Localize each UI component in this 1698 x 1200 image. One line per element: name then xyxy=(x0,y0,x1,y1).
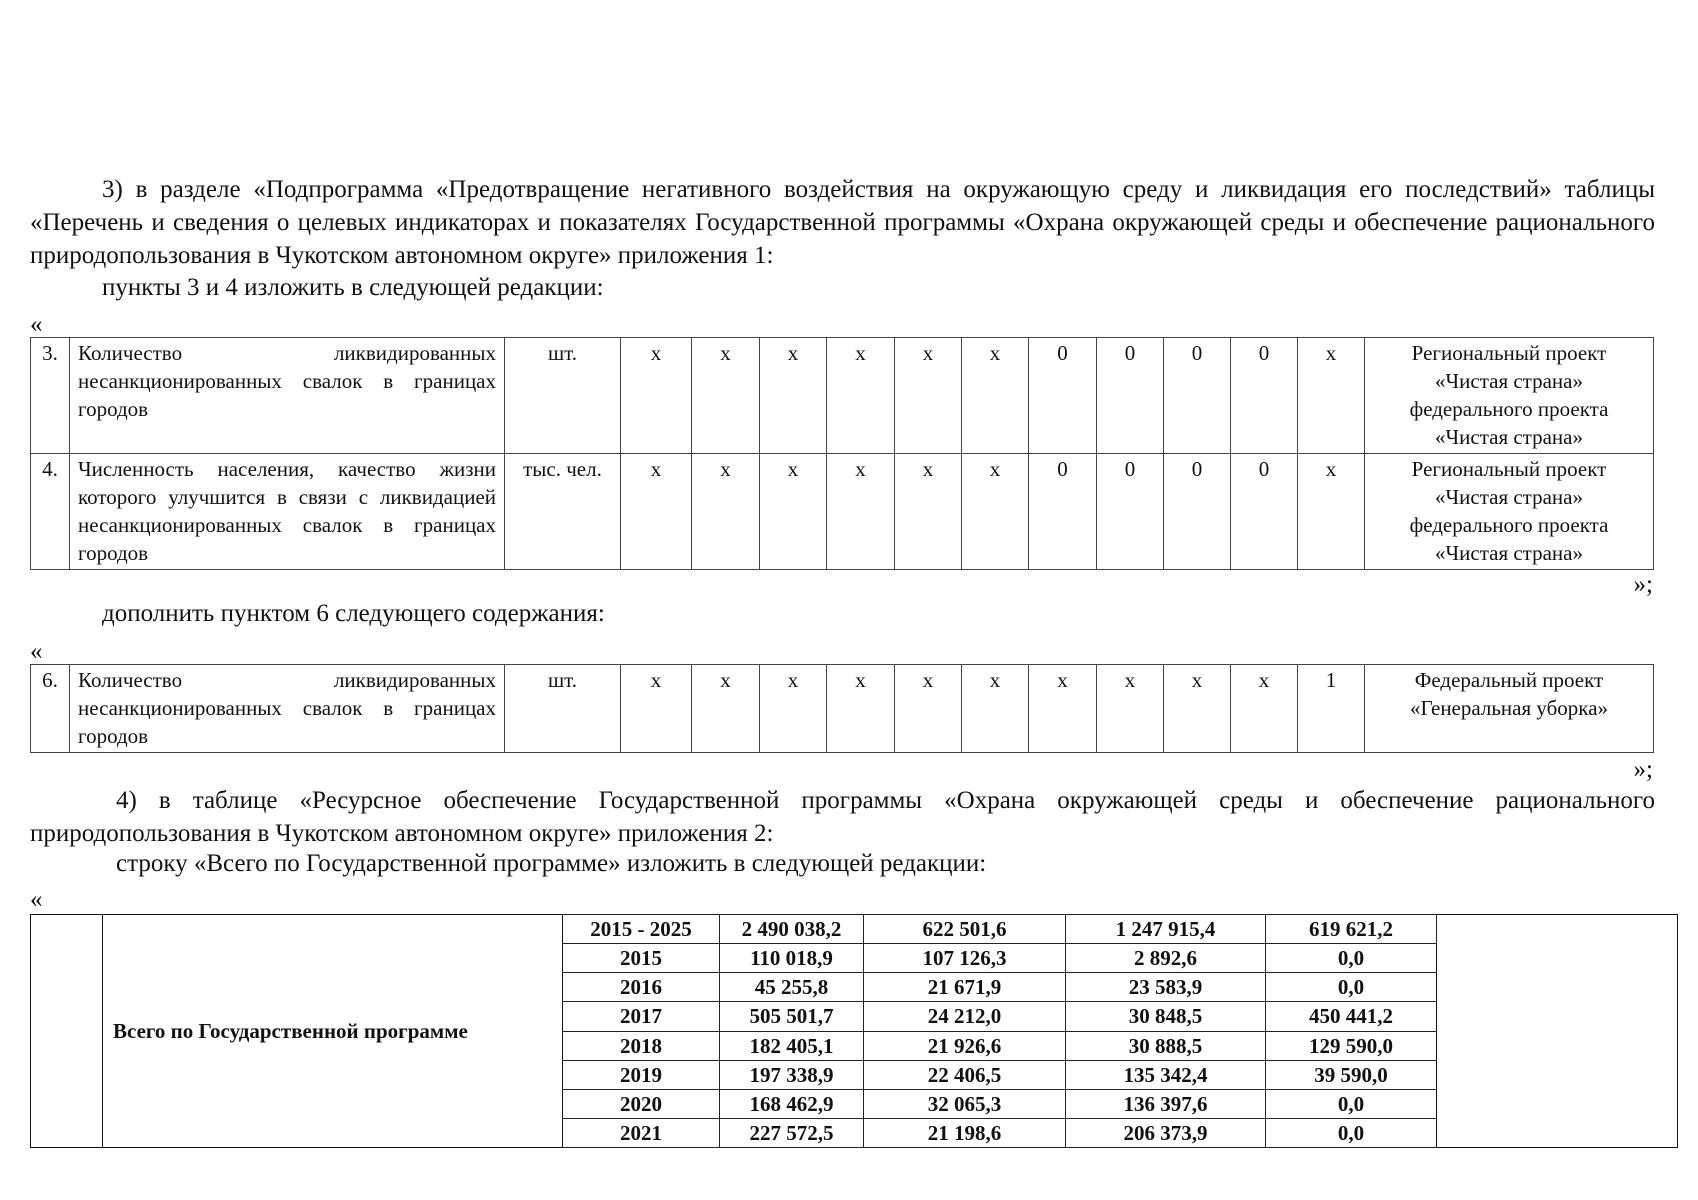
year-value: 0 xyxy=(1029,338,1097,454)
unit-of-measure: шт. xyxy=(505,665,621,753)
year-value: 0 xyxy=(1164,338,1231,454)
addition-instruction: дополнить пунктом 6 следующего содержания: xyxy=(102,600,605,627)
amount-cell: 107 126,3 xyxy=(864,944,1066,973)
amount-cell: 22 406,5 xyxy=(864,1060,1066,1089)
table-row xyxy=(31,454,1654,570)
unit-of-measure: тыс. чел. xyxy=(505,454,621,570)
amount-cell: 182 405,1 xyxy=(720,1031,864,1060)
quote-open-2: « xyxy=(30,638,43,665)
year-value: х xyxy=(692,665,760,753)
project-line: «Чистая страна» xyxy=(1434,425,1583,449)
year-value: х xyxy=(1164,665,1231,753)
total-label: Всего по Государственной программе xyxy=(103,915,563,1148)
amount-cell: 206 373,9 xyxy=(1066,1118,1266,1147)
amount-cell: 168 462,9 xyxy=(720,1089,864,1118)
year-value: х xyxy=(621,665,692,753)
year-value: 1 xyxy=(1298,665,1365,753)
year-value: х xyxy=(621,338,692,454)
year-value: 0 xyxy=(1164,454,1231,570)
amount-cell: 0,0 xyxy=(1266,973,1437,1002)
amount-cell: 32 065,3 xyxy=(864,1089,1066,1118)
year-value: х xyxy=(1298,454,1365,570)
section-3-instruction: пункты 3 и 4 изложить в следующей редакции: xyxy=(102,274,604,301)
indicators-table-body-2 xyxy=(31,665,1654,753)
amount-cell: 197 338,9 xyxy=(720,1060,864,1089)
period-cell: 2015 - 2025 xyxy=(563,915,720,944)
indicator-description: Численность населения, качество жизни которого улучшится в связи с ликвидацией несанкционированных свалок в границах городов xyxy=(70,454,505,570)
amount-cell: 1 247 915,4 xyxy=(1066,915,1266,944)
indicators-table-body-1 xyxy=(31,338,1654,570)
unit-of-measure: шт. xyxy=(505,338,621,454)
amount-cell: 30 888,5 xyxy=(1066,1031,1266,1060)
year-value: х xyxy=(962,665,1029,753)
section-4-paragraph: 4) в таблице «Ресурсное обеспечение Государственной программы «Охрана окружающей среды и обеспечение рационального природопользования в Чукотском автономном округе» приложения 2: xyxy=(30,787,1655,847)
year-value: х xyxy=(895,338,962,454)
year-value: х xyxy=(760,338,827,454)
year-value: х xyxy=(827,338,895,454)
amount-cell: 136 397,6 xyxy=(1066,1089,1266,1118)
amount-cell: 110 018,9 xyxy=(720,944,864,973)
project-line: федерального проекта xyxy=(1409,513,1609,537)
year-value: 0 xyxy=(1029,454,1097,570)
amount-cell: 622 501,6 xyxy=(864,915,1066,944)
amount-cell: 21 926,6 xyxy=(864,1031,1066,1060)
row-number: 6. xyxy=(31,665,70,753)
year-value: х xyxy=(760,665,827,753)
resources-table xyxy=(30,914,1678,1148)
amount-cell: 0,0 xyxy=(1266,1089,1437,1118)
quote-open-3: « xyxy=(30,886,43,913)
section-3-paragraph: 3) в разделе «Подпрограмма «Предотвращение негативного воздействия на окружающую среду и ликвидация его последствий» таблицы «Перечень и сведения о целевых индикаторах и показателях Государственной программы «Охрана окружающей среды и обеспечение рационального природопользования в Чукотском автономном округе» приложения 1: xyxy=(30,176,1655,269)
project-line: Региональный проект xyxy=(1411,457,1607,481)
project-line: Региональный проект xyxy=(1411,341,1607,365)
year-value: х xyxy=(895,665,962,753)
project-line: федерального проекта xyxy=(1409,397,1609,421)
project-line: «Чистая страна» xyxy=(1434,485,1583,509)
period-cell: 2017 xyxy=(563,1002,720,1031)
amount-cell: 24 212,0 xyxy=(864,1002,1066,1031)
project-reference xyxy=(1365,338,1654,454)
year-value: 0 xyxy=(1097,338,1164,454)
amount-cell: 2 490 038,2 xyxy=(720,915,864,944)
amount-cell: 21 198,6 xyxy=(864,1118,1066,1147)
year-value: х xyxy=(962,454,1029,570)
project-line: «Чистая страна» xyxy=(1434,369,1583,393)
table-row xyxy=(31,665,1654,753)
table-row xyxy=(31,915,1678,944)
year-value: х xyxy=(895,454,962,570)
amount-cell: 129 590,0 xyxy=(1266,1031,1437,1060)
amount-cell: 0,0 xyxy=(1266,1118,1437,1147)
amount-cell: 619 621,2 xyxy=(1266,915,1437,944)
year-value: х xyxy=(692,338,760,454)
amount-cell: 21 671,9 xyxy=(864,973,1066,1002)
quote-close-1: »; xyxy=(1633,571,1653,598)
project-line: «Генеральная уборка» xyxy=(1409,696,1609,720)
project-reference xyxy=(1365,454,1654,570)
amount-cell: 39 590,0 xyxy=(1266,1060,1437,1089)
year-value: х xyxy=(692,454,760,570)
period-cell: 2021 xyxy=(563,1118,720,1147)
resources-table-body xyxy=(31,915,1678,1148)
year-value: х xyxy=(1097,665,1164,753)
row-number: 4. xyxy=(31,454,70,570)
amount-cell: 227 572,5 xyxy=(720,1118,864,1147)
year-value: х xyxy=(1298,338,1365,454)
project-reference xyxy=(1365,665,1654,753)
period-cell: 2020 xyxy=(563,1089,720,1118)
project-line: Федеральный проект xyxy=(1414,668,1604,692)
year-value: х xyxy=(760,454,827,570)
period-cell: 2019 xyxy=(563,1060,720,1089)
row-number: 3. xyxy=(31,338,70,454)
amount-cell: 450 441,2 xyxy=(1266,1002,1437,1031)
amount-cell: 23 583,9 xyxy=(1066,973,1266,1002)
year-value: 0 xyxy=(1231,338,1298,454)
indicators-table-6 xyxy=(30,664,1654,753)
indicators-table-3-4 xyxy=(30,337,1654,570)
year-value: 0 xyxy=(1231,454,1298,570)
quote-open-1: « xyxy=(30,311,43,338)
period-cell: 2018 xyxy=(563,1031,720,1060)
year-value: х xyxy=(962,338,1029,454)
year-value: 0 xyxy=(1097,454,1164,570)
year-value: х xyxy=(827,454,895,570)
year-value: х xyxy=(621,454,692,570)
period-cell: 2016 xyxy=(563,973,720,1002)
amount-cell: 0,0 xyxy=(1266,944,1437,973)
section-4-instruction: строку «Всего по Государственной программе» изложить в следующей редакции: xyxy=(116,850,987,877)
table-row xyxy=(31,338,1654,454)
project-line: «Чистая страна» xyxy=(1434,541,1583,565)
empty-number-cell xyxy=(31,915,103,1148)
year-value: х xyxy=(1231,665,1298,753)
amount-cell: 30 848,5 xyxy=(1066,1002,1266,1031)
year-value: х xyxy=(827,665,895,753)
amount-cell: 45 255,8 xyxy=(720,973,864,1002)
amount-cell: 505 501,7 xyxy=(720,1002,864,1031)
period-cell: 2015 xyxy=(563,944,720,973)
quote-close-2: »; xyxy=(1633,756,1653,783)
indicator-description: Количество ликвидированных несанкционированных свалок в границах городов xyxy=(70,338,505,454)
empty-trailing-cell xyxy=(1437,915,1678,1148)
indicator-description: Количество ликвидированных несанкционированных свалок в границах городов xyxy=(70,665,505,753)
year-value: х xyxy=(1029,665,1097,753)
amount-cell: 2 892,6 xyxy=(1066,944,1266,973)
amount-cell: 135 342,4 xyxy=(1066,1060,1266,1089)
